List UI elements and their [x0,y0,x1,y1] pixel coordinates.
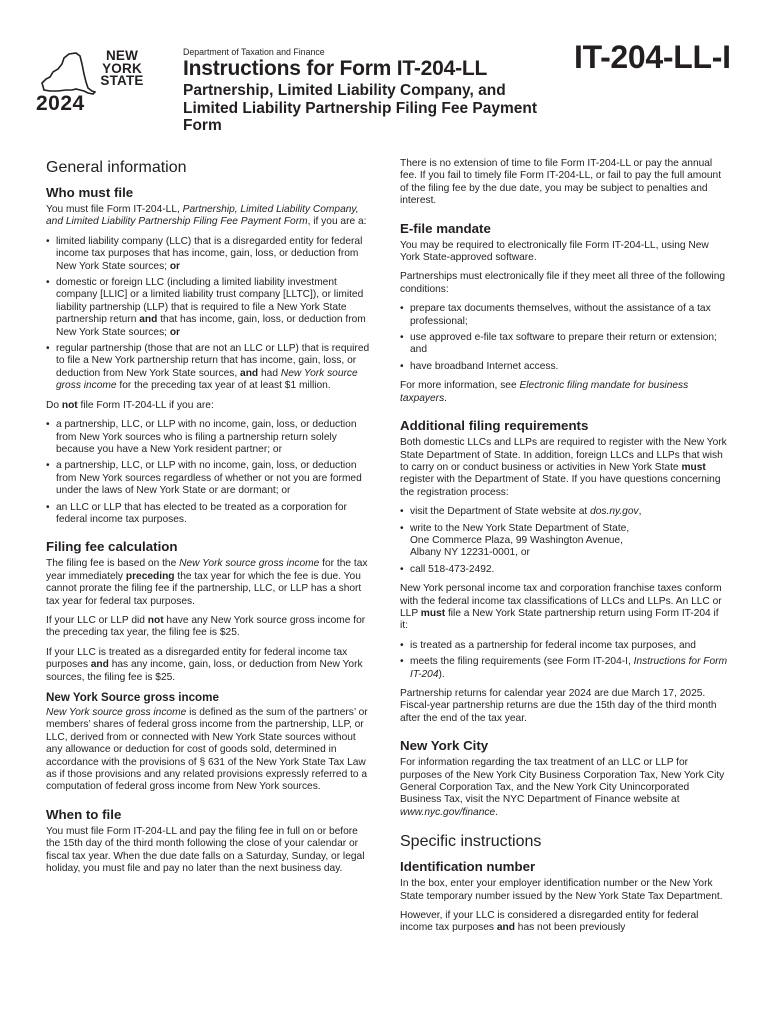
filing-fee-paragraph-1: The filing fee is based on the New York source gross income for the tax year immediately preceding the tax year for which the fee is due. You cannot prorate the filing fee if the partnership, LLC, or LLP has a short tax year for federal tax purposes. [46,558,368,607]
list-item: • domestic or foreign LLC (including a limited liability investment company [LLIC] or a limited liability trust company [LLTC]), or limited liability partnership (LLP) that is required to file a New York State partnership return and that has income, gain, loss, or deduction from New York State sources; or [46,277,373,339]
list-item: • limited liability company (LLC) that is a disregarded entity for federal income tax purposes that has income, gain, loss, or deduction from New York State sources; or [46,236,373,273]
identification-paragraph-2: However, if your LLC is considered a disregarded entity for federal income tax purposes and has not been previously [400,910,699,934]
list-item: • regular partnership (those that are not an LLC or LLP) that is required to file a New York partnership return that has income, gain, loss, or deduction from New York State sources, and had New York source gross income for the preceding tax year of at least $1 million. [46,343,373,393]
do-not-file-intro: Do not file Form IT-204-LL if you are: [46,399,214,411]
right-column [400,158,728,942]
ny-source-gross-income-heading: New York Source gross income [46,691,219,704]
logo-line-new: NEW [105,48,139,63]
new-york-city-heading: New York City [400,738,489,754]
extension-paragraph: There is no extension of time to file Form IT-204-LL or pay the annual fee. If you fail to timely file Form IT-204-LL, or fail to pay the full amount of the filing fee by the due date, you may be subject to penalties and interest. [400,158,722,207]
ny-source-gross-income-paragraph: New York source gross income is defined as the sum of the partners’ or members’ shares of federal gross income from the partnership, LLP, or LLC, derived from or connected with New York State sources without any allowance or deduction for cost of goods sold, determined in accordance with the provisions of § 631 of the New York State Tax Law as if those provisions and any related provisions expressly referred to a computation of federal gross income from New York sources. [46,707,368,793]
department-name: Department of Taxation and Finance [183,47,325,57]
identification-number-heading: Identification number [400,859,536,875]
efile-paragraph-2: Partnerships must electronically file if they meet all three of the following conditions: [400,271,726,295]
list-item: • an LLC or LLP that has elected to be treated as a corporation for federal income tax purposes. [46,502,373,527]
page-title: Instructions for Form IT-204-LL [183,57,488,80]
who-must-file-heading: Who must file [46,185,134,200]
ny-state-outline-icon [36,50,96,98]
who-must-file-intro: You must file Form IT-204-LL, Partnership, Limited Liability Company, and Limited Liability Partnership Filing Fee Payment Form, if you are a: [46,204,367,228]
new-york-city-paragraph: For information regarding the tax treatment of an LLC or LLP for purposes of the New York City Business Corporation Tax, New York City General Corporation Tax, and the New York City Unincorporated Business Tax, visit the NYC Department of Finance website at www.nyc.gov/finance. [400,757,725,818]
additional-requirements-paragraph-2: New York personal income tax and corporation franchise taxes conform with the federal income tax classifications of LLCs and LLPs. An LLC or LLP must file a New York State partnership return using Form IT-204 if it: [400,583,722,632]
list-item: • visit the Department of State website at dos.ny.gov, [400,506,728,518]
specific-instructions-heading: Specific instructions [400,833,542,851]
filing-fee-heading: Filing fee calculation [46,539,178,555]
when-to-file-paragraph: You must file Form IT-204-LL and pay the filing fee in full on or before the 15th day of the third month following the close of your calendar or fiscal tax year. When the due date falls on a Saturday, Sunday, or legal holiday, you must file and pay no later than the next business day. [46,825,365,875]
additional-requirements-paragraph-1: Both domestic LLCs and LLPs are required to register with the New York State Department of State. In addition, foreign LLCs and LLPs that wish to carry on or conduct business or activities in New York State must register with the Department of State. If you have questions concerning the registration process: [400,437,727,498]
logo-line-state: STATE [100,73,144,88]
page-subtitle: Partnership, Limited Liability Company, and Limited Liability Partnership Filing Fee Payment Form [183,82,537,134]
general-information-heading: General information [46,159,187,176]
tax-year: 2024 [36,92,85,115]
filing-fee-paragraph-3: If your LLC is treated as a disregarded entity for federal income tax purposes and has any income, gain, loss, or deduction from New York sources, the filing fee is $25. [46,646,363,683]
identification-paragraph-1: In the box, enter your employer identification number or the New York State temporary number issued by the New York State Tax Department. [400,878,723,902]
efile-mandate-heading: E-file mandate [400,220,491,236]
who-must-file-list [46,236,373,393]
list-item: • use approved e-file tax software to prepare their return or extension; and [400,332,728,357]
list-item: • is treated as a partnership for federal income tax purposes, and [400,640,728,652]
logo-line-york: YORK [102,60,142,76]
list-item: • have broadband Internet access. [400,361,728,373]
additional-requirements-paragraph-3: Partnership returns for calendar year 2024 are due March 17, 2025. Fiscal-year partnership returns are due the 15th day of the third month after the end of the tax year. [400,688,717,724]
list-item: • meets the filing requirements (see Form IT-204-I, Instructions for Form IT-204). [400,656,728,681]
when-to-file-heading: When to file [46,806,122,822]
list-item: • a partnership, LLC, or LLP with no income, gain, loss, or deduction from New York sources regardless of whether or not you are formed under the laws of New York State or are dormant; or [46,460,373,497]
efile-paragraph-1: You may be required to electronically file Form IT-204-LL, using New York State-approved software. [400,239,709,264]
registration-list [400,506,728,576]
list-item: • write to the New York State Department of State, One Commerce Plaza, 99 Washington Avenue, Albany NY 12231-0001, or [400,523,728,560]
partnership-conditions-list [400,640,728,681]
left-column [46,158,373,882]
logo-wordmark [92,50,152,88]
additional-requirements-heading: Additional filing requirements [400,418,589,434]
form-id: IT-204-LL-I [574,39,731,75]
list-item: • call 518-473-2492. [400,564,728,576]
filing-fee-paragraph-2: If your LLC or LLP did not have any New York source gross income for the preceding tax year, the filing fee is $25. [46,614,366,639]
list-item: • prepare tax documents themselves, without the assistance of a tax professional; [400,303,728,328]
efile-paragraph-3: For more information, see Electronic filing mandate for business taxpayers. [400,380,689,404]
list-item: • a partnership, LLC, or LLP with no income, gain, loss, or deduction from New York sources who is filing a partnership return solely because you have a New York resident partner; or [46,419,373,456]
do-not-file-list [46,419,373,526]
efile-conditions-list [400,303,728,373]
